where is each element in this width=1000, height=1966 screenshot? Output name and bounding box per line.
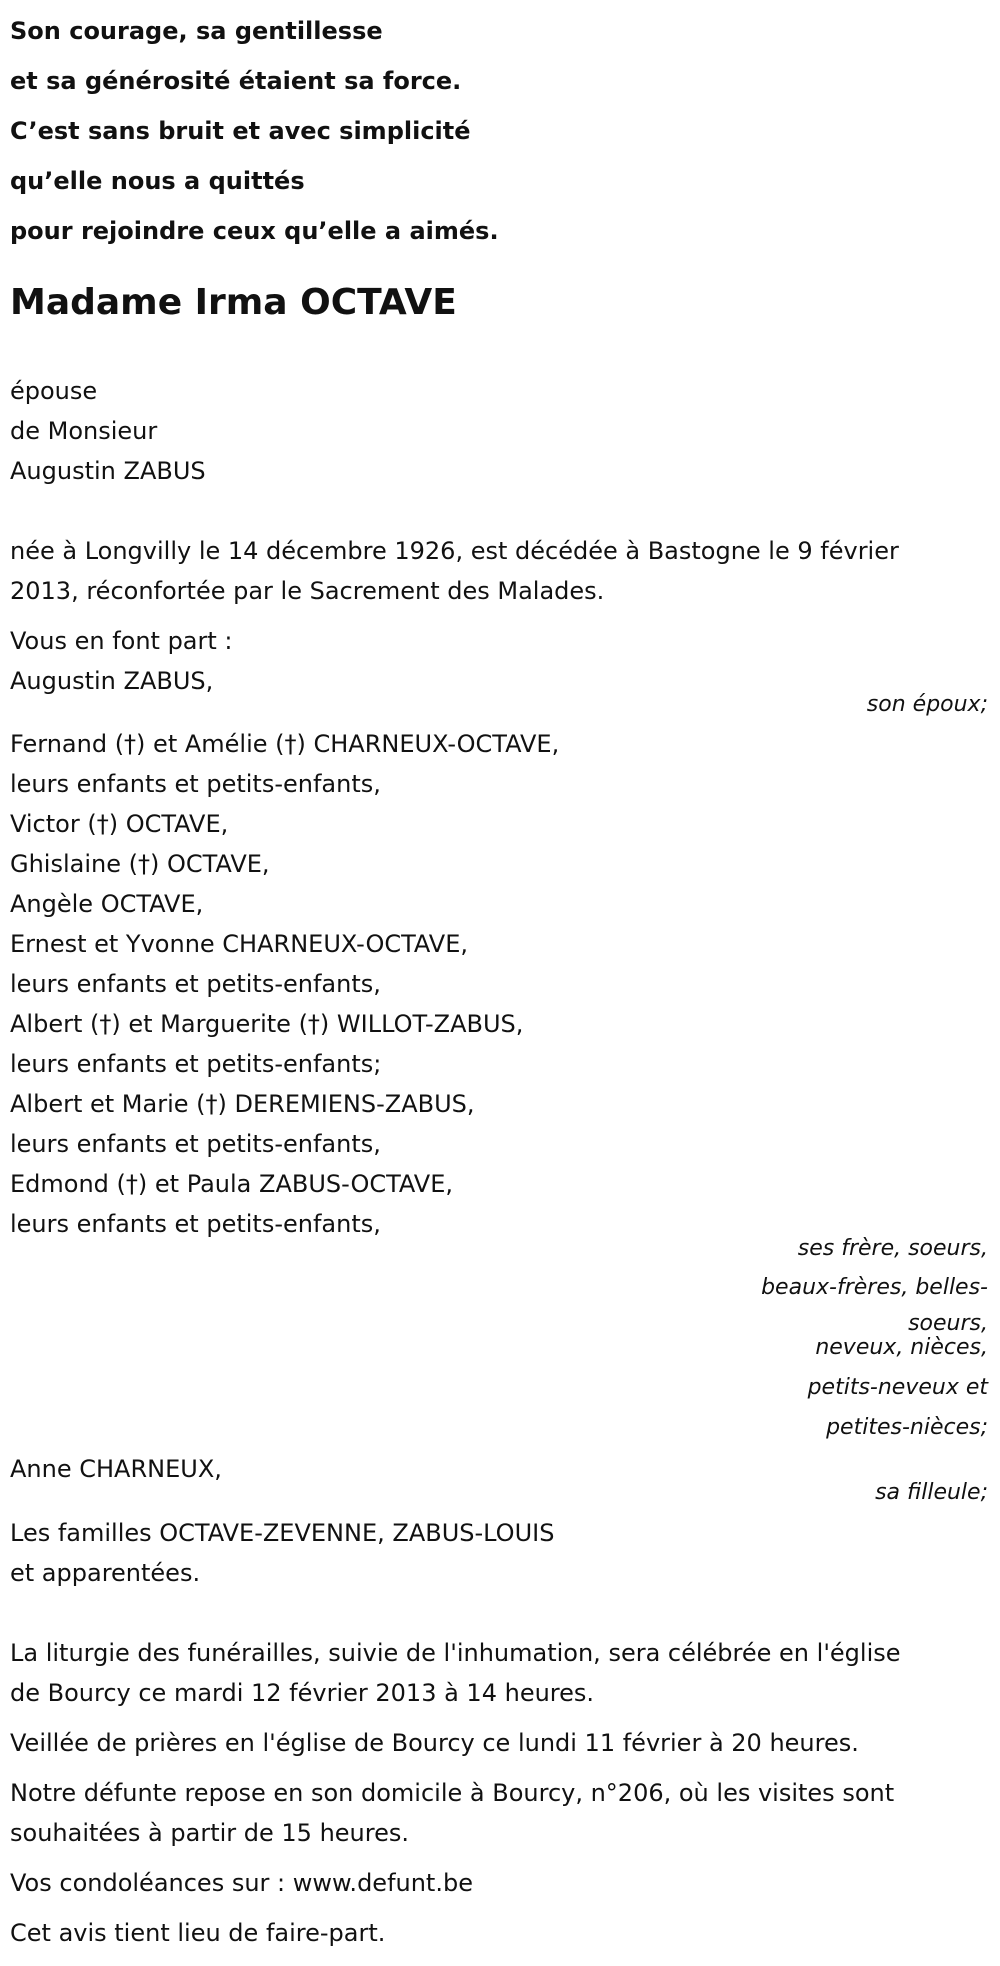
families-line: Les familles OCTAVE-ZEVENNE, ZABUS-LOUIS — [10, 1519, 555, 1547]
siblings-relation: neveux, nièces, — [815, 1335, 988, 1360]
siblings-relation: petites-nièces; — [826, 1415, 988, 1440]
siblings-relation: ses frère, soeurs, — [797, 1236, 988, 1261]
husband-relation: son époux; — [866, 692, 988, 717]
sibling-line: Victor (†) OCTAVE, — [10, 810, 229, 838]
spouse-name: Augustin ZABUS — [10, 457, 206, 485]
liturgy-line: La liturgie des funérailles, suivie de l'inhumation, sera célébrée en l'église — [10, 1639, 901, 1667]
poem-line: pour rejoindre ceux qu’elle a aimés. — [10, 217, 499, 245]
poem-line: C’est sans bruit et avec simplicité — [10, 117, 471, 145]
sibling-line: Edmond (†) et Paula ZABUS-OCTAVE, — [10, 1170, 454, 1198]
poem — [10, 6, 990, 256]
sibling-line: leurs enfants et petits-enfants, — [10, 1210, 381, 1238]
birth-death-line: née à Longvilly le 14 décembre 1926, est décédée à Bastogne le 9 février — [10, 537, 899, 565]
sibling-line: Ernest et Yvonne CHARNEUX-OCTAVE, — [10, 930, 468, 958]
rest-line: Notre défunte repose en son domicile à Bourcy, n°206, où les visites sont — [10, 1779, 895, 1807]
goddaughter-name: Anne CHARNEUX, — [10, 1455, 222, 1483]
sibling-line: Angèle OCTAVE, — [10, 890, 204, 918]
vigil-line: Veillée de prières en l'église de Bourcy ce lundi 11 février à 20 heures. — [10, 1729, 859, 1757]
sibling-line: leurs enfants et petits-enfants, — [10, 1130, 381, 1158]
families-line: et apparentées. — [10, 1559, 201, 1587]
condolences-line: Vos condoléances sur : www.defunt.be — [10, 1869, 473, 1897]
rest-line: souhaitées à partir de 15 heures. — [10, 1819, 409, 1847]
husband-name: Augustin ZABUS, — [10, 667, 214, 695]
siblings-relation: soeurs, — [908, 1311, 988, 1336]
sibling-line: leurs enfants et petits-enfants; — [10, 1050, 382, 1078]
siblings-relation: beaux-frères, belles- — [761, 1275, 988, 1300]
sibling-line: Fernand (†) et Amélie (†) CHARNEUX-OCTAVE, — [10, 730, 560, 758]
spouse-line: de Monsieur — [10, 417, 158, 445]
poem-line: qu’elle nous a quittés — [10, 167, 305, 195]
sibling-line: leurs enfants et petits-enfants, — [10, 970, 381, 998]
family-intro: Vous en font part : — [10, 627, 233, 655]
goddaughter-relation: sa filleule; — [875, 1480, 988, 1505]
sibling-line: leurs enfants et petits-enfants, — [10, 770, 381, 798]
birth-death-line: 2013, réconfortée par le Sacrement des Malades. — [10, 577, 605, 605]
sibling-line: Ghislaine (†) OCTAVE, — [10, 850, 270, 878]
liturgy-line: de Bourcy ce mardi 12 février 2013 à 14 heures. — [10, 1679, 595, 1707]
notice-line: Cet avis tient lieu de faire-part. — [10, 1919, 386, 1947]
poem-line: et sa générosité étaient sa force. — [10, 67, 462, 95]
siblings-relation: petits-neveux et — [807, 1375, 988, 1400]
poem-line: Son courage, sa gentillesse — [10, 17, 383, 45]
sibling-line: Albert et Marie (†) DEREMIENS-ZABUS, — [10, 1090, 475, 1118]
sibling-line: Albert (†) et Marguerite (†) WILLOT-ZABUS, — [10, 1010, 524, 1038]
spouse-line: épouse — [10, 377, 98, 405]
deceased-name: Madame Irma OCTAVE — [10, 282, 457, 323]
